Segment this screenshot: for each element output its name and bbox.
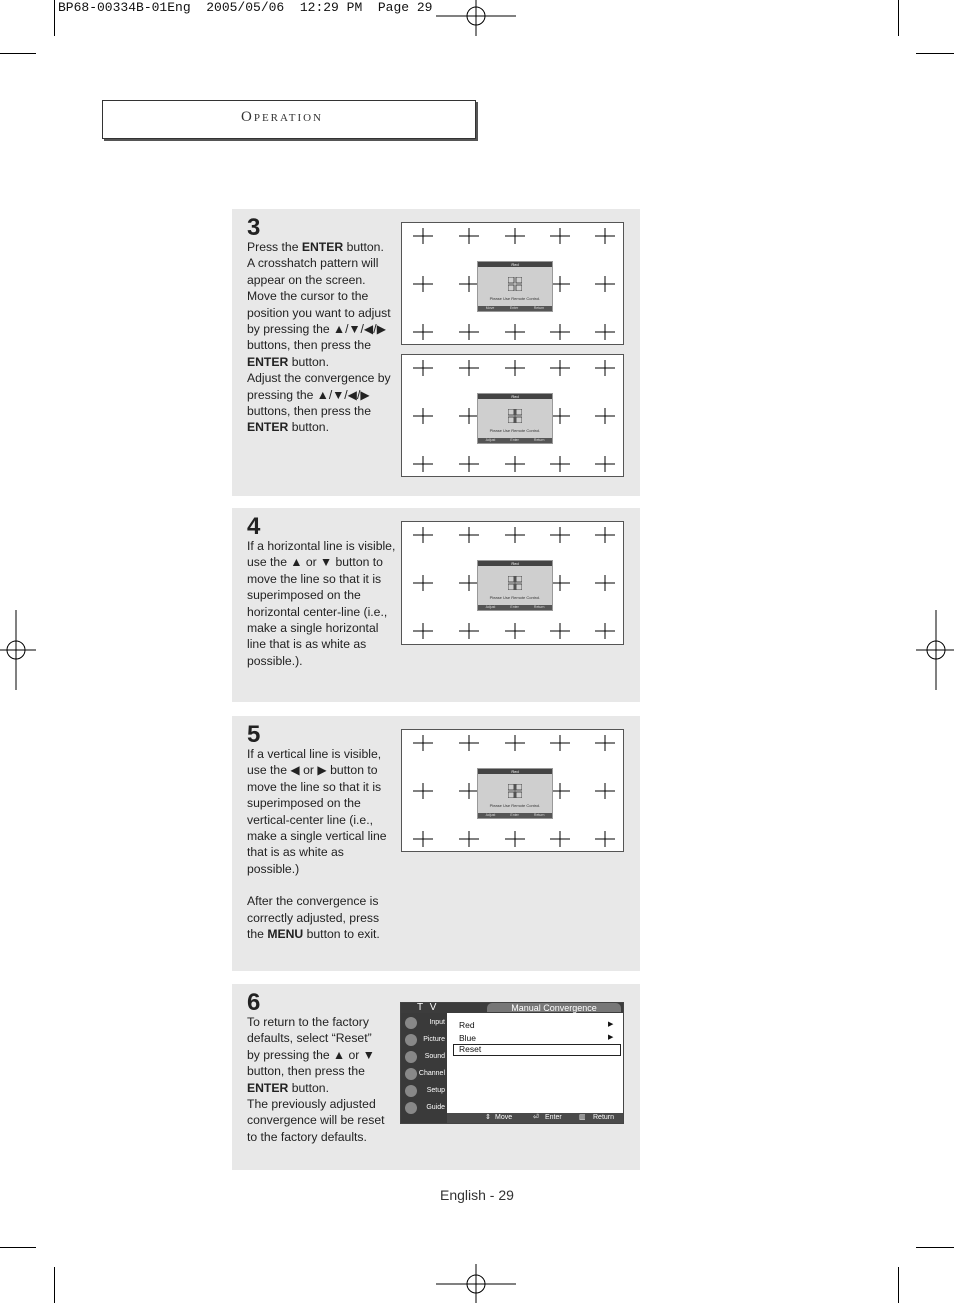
cross-mark-icon [505,456,525,472]
cross-mark-icon [413,527,433,543]
section-title: Operation [241,109,324,125]
cross-mark-icon [595,408,615,424]
page-number: English - 29 [440,1187,514,1203]
cross-mark-icon [459,456,479,472]
arrow-right-icon: ▶ [608,1021,614,1028]
osd-footer [478,438,552,443]
step-5-text: If a vertical line is visible, use the ◀ or ▶ button to move the line so that it is superimposed on the vertical-center line (i.e., make a single vertical line that is as white as possible.) After the convergence is correctly adjusted, press the MENU button to exit. [247,747,387,942]
step-number: 4 [247,513,261,540]
cross-mark-icon [595,456,615,472]
step-number: 5 [247,721,261,748]
cross-mark-icon [505,228,525,244]
cross-mark-icon [459,324,479,340]
move-icon: ⇕ [485,1114,491,1121]
cross-mark-icon [550,276,570,292]
cross-mark-icon [550,324,570,340]
step-number: 3 [247,214,261,241]
channel-icon [405,1068,417,1080]
sidebar-item-sound[interactable]: Sound [403,1049,447,1065]
cross-mark-icon [595,276,615,292]
cross-mark-icon [459,623,479,639]
osd-footer-label: Enter [510,438,519,442]
grid-icon [508,576,522,590]
cross-mark-icon [413,324,433,340]
sidebar-item-channel[interactable]: Channel [403,1066,447,1082]
cross-mark-icon [413,456,433,472]
osd-footer [478,306,552,311]
cross-mark-icon [413,360,433,376]
cross-mark-icon [550,408,570,424]
step-3-text: Press the ENTER button. A crosshatch pattern will appear on the screen. Move the cursor to the position you want to adjust by pressing the ▲/▼/◀/▶ buttons, then press the ENTER button. Adjust the convergence by pressing the ▲/▼/◀/▶ buttons, then press the ENTER button. [247,240,391,435]
osd-title: Red [478,561,552,566]
osd-dialog [477,393,553,444]
cross-mark-icon [459,783,479,799]
step-4-text: If a horizontal line is visible, use the ▲ or ▼ button to move the line so that it is superimposed on the horizontal center-line (i.e., make a single horizontal line that is as white as possible.). [247,539,396,668]
registration-mark-icon [436,1264,516,1303]
osd-footer-label: Return [533,438,545,442]
cross-mark-icon [413,623,433,639]
crop-mark [898,1267,899,1303]
registration-mark-icon [916,610,954,690]
menu-top-bar [401,1003,623,1013]
osd-title: Red [478,394,552,399]
osd-footer-label: Adjust [485,813,496,817]
tv-label: T V [417,1002,439,1013]
section-title-box [102,100,476,139]
print-header: BP68-00334B-01Eng 2005/05/06 12:29 PM Page 29 [58,0,433,15]
cross-mark-icon [595,360,615,376]
osd-footer-label: Return [533,605,545,609]
crop-mark [54,0,55,36]
footer-enter: Enter [545,1114,562,1121]
cross-mark-icon [595,831,615,847]
osd-title: Red [478,262,552,267]
menu-item-blue[interactable]: Blue [459,1033,477,1043]
cross-mark-icon [595,735,615,751]
cross-mark-icon [459,228,479,244]
crosshatch-screen [401,354,624,477]
crop-mark [898,0,899,36]
cross-mark-icon [413,408,433,424]
sidebar-item-setup[interactable]: Setup [403,1083,447,1099]
osd-message: Please Use Remote Control. [489,428,541,433]
cross-mark-icon [550,735,570,751]
cross-mark-icon [459,575,479,591]
grid-icon [508,277,522,291]
cross-mark-icon [459,276,479,292]
cross-mark-icon [550,360,570,376]
cross-mark-icon [595,527,615,543]
crop-mark [0,53,36,54]
cross-mark-icon [595,623,615,639]
osd-message: Please Use Remote Control. [489,595,541,600]
cross-mark-icon [459,360,479,376]
cross-mark-icon [459,527,479,543]
cross-mark-icon [550,575,570,591]
cross-mark-icon [505,735,525,751]
step-6-text: To return to the factory defaults, select “Reset” by pressing the ▲ or ▼ button, then press the ENTER button. The previously adjusted convergence will be reset to the factory defaults. [247,1015,385,1144]
osd-footer-label: Move [485,306,495,310]
osd-dialog [477,261,553,312]
arrow-right-icon: ▶ [608,1034,614,1041]
footer-return: Return [593,1114,615,1121]
crop-mark [0,1247,36,1248]
cross-mark-icon [550,527,570,543]
menu-item-reset[interactable]: Reset [459,1044,482,1054]
cross-mark-icon [550,783,570,799]
crosshatch-screen [401,521,624,645]
cross-mark-icon [459,408,479,424]
cross-mark-icon [595,783,615,799]
cross-mark-icon [595,575,615,591]
osd-footer-label: Adjust [485,605,496,609]
cross-mark-icon [413,228,433,244]
cross-mark-icon [505,831,525,847]
menu-item-red[interactable]: Red [459,1020,475,1030]
sidebar-item-picture[interactable]: Picture [403,1032,447,1048]
cross-mark-icon [550,831,570,847]
return-icon: ▥ [579,1114,586,1121]
osd-dialog [477,560,553,611]
cross-mark-icon [550,228,570,244]
osd-footer-label: Enter [510,605,519,609]
sidebar-item-guide[interactable]: Guide [403,1100,447,1116]
registration-mark-icon [0,610,36,690]
menu-title: Manual Convergence [487,1003,621,1012]
cross-mark-icon [550,623,570,639]
cross-mark-icon [505,527,525,543]
setup-icon [405,1085,417,1097]
input-icon [405,1017,417,1029]
osd-title: Red [478,769,552,774]
menu-footer [447,1113,623,1123]
cross-mark-icon [595,324,615,340]
enter-icon: ⏎ [533,1114,539,1121]
registration-mark-icon [436,0,516,36]
osd-footer-label: Return [533,813,545,817]
footer-move: Move [495,1114,513,1121]
osd-footer [478,813,552,818]
step-number: 6 [247,989,261,1016]
cross-mark-icon [505,324,525,340]
osd-footer-label: Adjust [485,438,496,442]
cross-mark-icon [550,456,570,472]
cross-mark-icon [413,783,433,799]
manual-convergence-menu [400,1002,624,1124]
grid-icon [508,784,522,798]
guide-icon [405,1102,417,1114]
cross-mark-icon [505,360,525,376]
osd-dialog [477,768,553,819]
sidebar-item-input[interactable]: Input [403,1015,447,1031]
crop-mark [916,53,954,54]
picture-icon [405,1034,417,1046]
cross-mark-icon [413,831,433,847]
crop-mark [916,1247,954,1248]
crosshatch-screen [401,222,624,345]
crop-mark [54,1267,55,1303]
cross-mark-icon [413,575,433,591]
sound-icon [405,1051,417,1063]
grid-icon [508,409,522,423]
osd-message: Please Use Remote Control. [489,803,541,808]
osd-message: Please Use Remote Control. [489,296,541,301]
cross-mark-icon [413,276,433,292]
cross-mark-icon [413,735,433,751]
cross-mark-icon [459,735,479,751]
osd-footer-label: Return [533,306,545,310]
cross-mark-icon [459,831,479,847]
crosshatch-screen [401,729,624,852]
osd-footer-label: Enter [509,306,519,310]
cross-mark-icon [595,228,615,244]
osd-footer [478,605,552,610]
osd-footer-label: Enter [510,813,519,817]
menu-sidebar [401,1013,447,1123]
cross-mark-icon [505,623,525,639]
